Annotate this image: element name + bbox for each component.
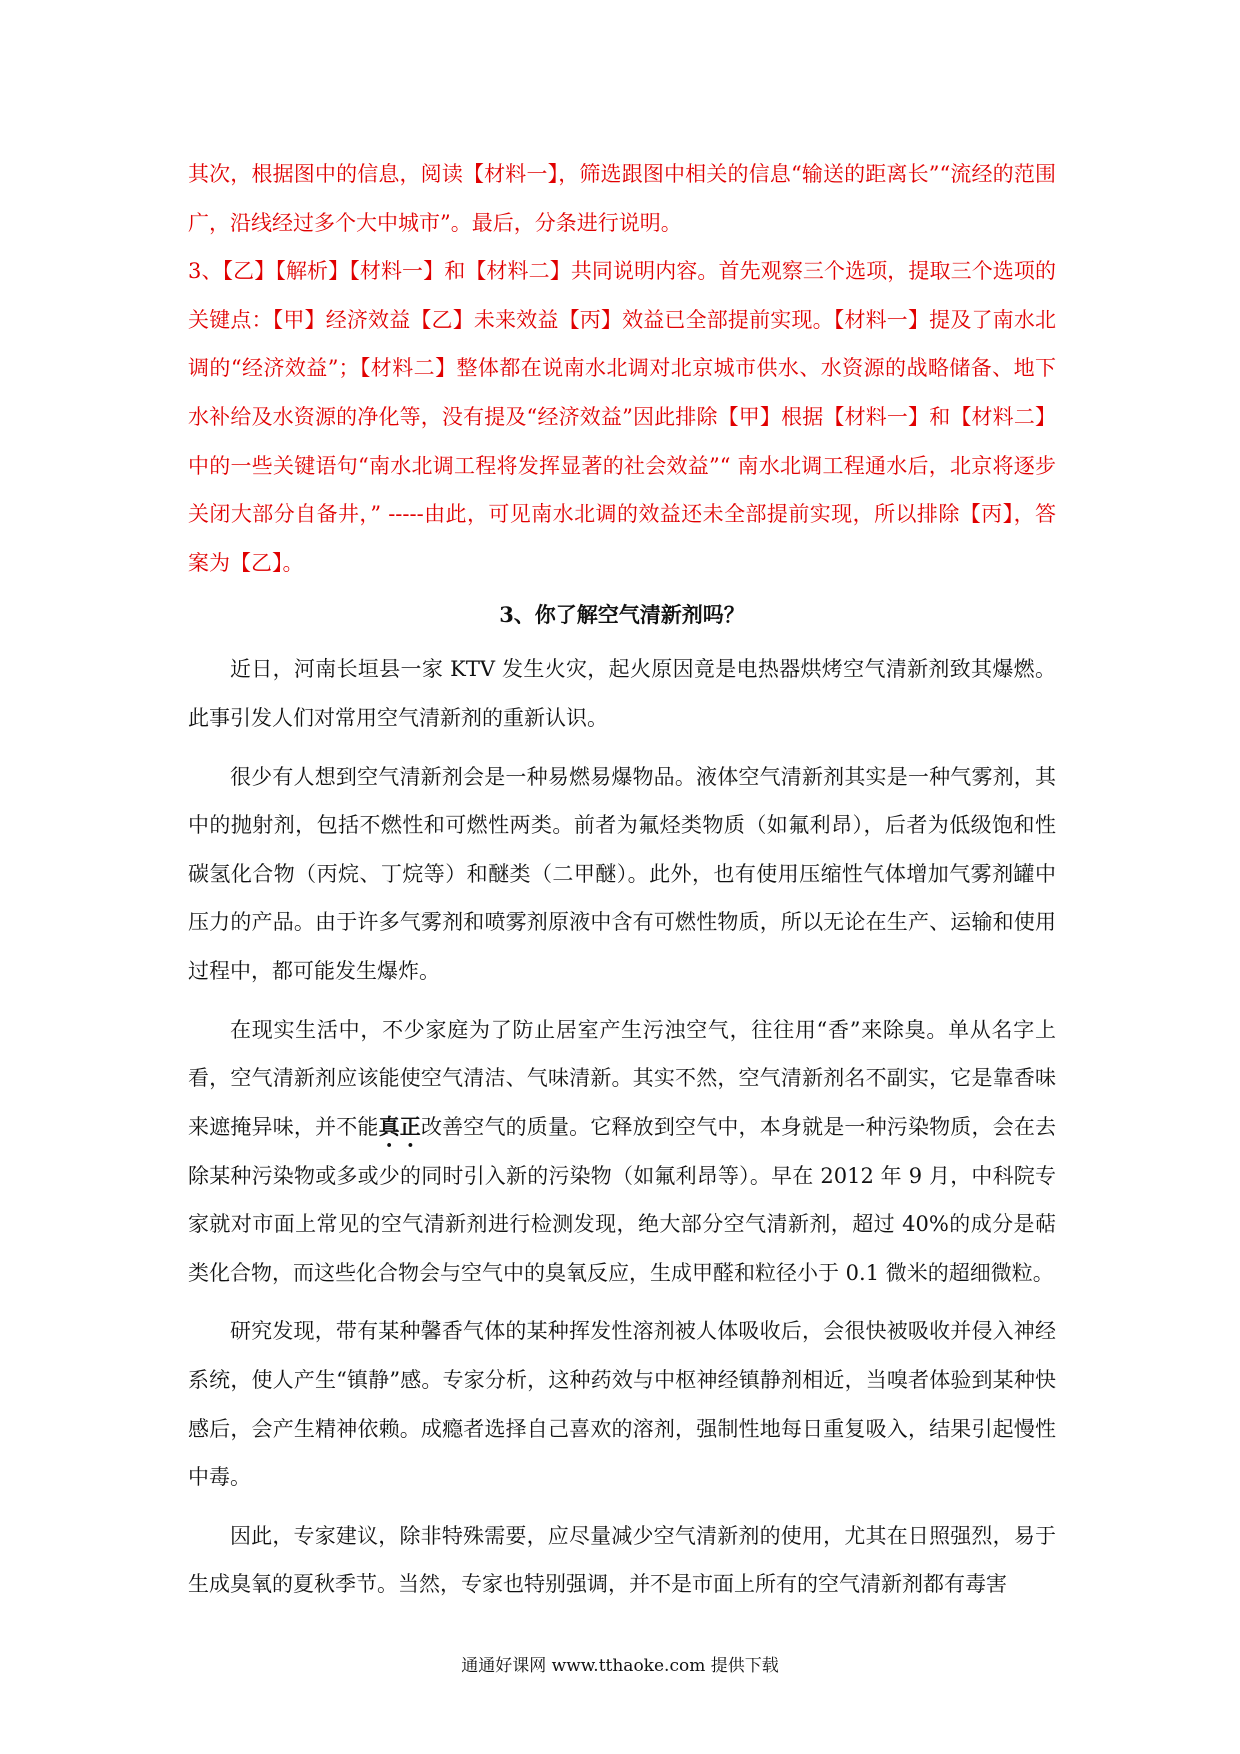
- emphasis-text: 真正: [378, 1113, 421, 1139]
- article-paragraph-5: 因此，专家建议，除非特殊需要，应尽量减少空气清新剂的使用，尤其在日照强烈，易于生成臭氧的夏秋季节。当然，专家也特别强调，并不是市面上所有的空气清新剂都有毒害: [188, 1523, 1056, 1597]
- article-title: 3、你了解空气清新剂吗？: [499, 602, 745, 628]
- article-paragraph-1: 近日，河南长垣县一家 KTV 发生火灾，起火原因竟是电热器烘烤空气清新剂致其爆燃。此事引发人们对常用空气清新剂的重新认识。: [188, 657, 1056, 730]
- analysis-paragraph-2: 3、【乙】【解析】【材料一】和【材料二】共同说明内容。首先观察三个选项，提取三个选项的关键点：【甲】经济效益【乙】未来效益【丙】效益已全部提前实现。【材料一】提及了南水北调的“经济效益”；【材料二】整体都在说南水北调对北京城市供水、水资源的战略储备、地下水补给及水资源的净化等，没有提及“经济效益”因此排除【甲】根据【材料一】和【材料二】中的一些关键语句“南水北调工程将发挥显著的社会效益”“ 南水北调工程通水后，北京将逐步关闭大部分自备井，” -----由此，可见南水北调的效益还未全部提前实现，所以排除【丙】，答案为【乙】。: [188, 259, 1056, 575]
- article-paragraph-2: 很少有人想到空气清新剂会是一种易燃易爆物品。液体空气清新剂其实是一种气雾剂，其中的抛射剂，包括不燃性和可燃性两类。前者为氟烃类物质（如氟利昂），后者为低级饱和性碳氢化合物（丙烷、丁烷等）和醚类（二甲醚）。此外，也有使用压缩性气体增加气雾剂罐中压力的产品。由于许多气雾剂和喷雾剂原液中含有可燃性物质，所以无论在生产、运输和使用过程中，都可能发生爆炸。: [188, 764, 1056, 983]
- article-paragraph-3-part-1: 在现实生活中，不少家庭为了防止居室产生污浊空气，往往用“香”来除臭。单从名字上看，空气清新剂应该能使空气清洁、气味清新。其实不然，空气清新剂名不副实，它是靠香味来遮掩异味，并不能: [188, 1017, 1056, 1139]
- article-paragraph-3-part-2: 改善空气的质量。它释放到空气中，本身就是一种污染物质，会在去除某种污染物或多或少的同时引入新的污染物（如氟利昂等）。早在 2012 年 9 月，中科院专家就对市面上常见的空气清新剂进行检测发现，绝大部分空气清新剂，超过 40%的成分是萜类化合物，而这些化合物会与空气中的臭氧反应，生成甲醛和粒径小于 0.1 微米的超细微粒。: [188, 1114, 1057, 1285]
- article-paragraph-3: [188, 1006, 1056, 1298]
- page-footer: 通通好课网 www.tthaoke.com 提供下载: [461, 1656, 779, 1676]
- article-paragraph-4: 研究发现，带有某种馨香气体的某种挥发性溶剂被人体吸收后，会很快被吸收并侵入神经系统，使人产生“镇静”感。专家分析，这种药效与中枢神经镇静剂相近，当嗅者体验到某种快感后，会产生精神依赖。成瘾者选择自己喜欢的溶剂，强制性地每日重复吸入，结果引起慢性中毒。: [188, 1319, 1056, 1490]
- page-content: [188, 150, 1056, 1609]
- analysis-paragraph-1: 其次，根据图中的信息，阅读【材料一】，筛选跟图中相关的信息“输送的距离长”“流经的范围广，沿线经过多个大中城市”。最后，分条进行说明。: [188, 162, 1056, 235]
